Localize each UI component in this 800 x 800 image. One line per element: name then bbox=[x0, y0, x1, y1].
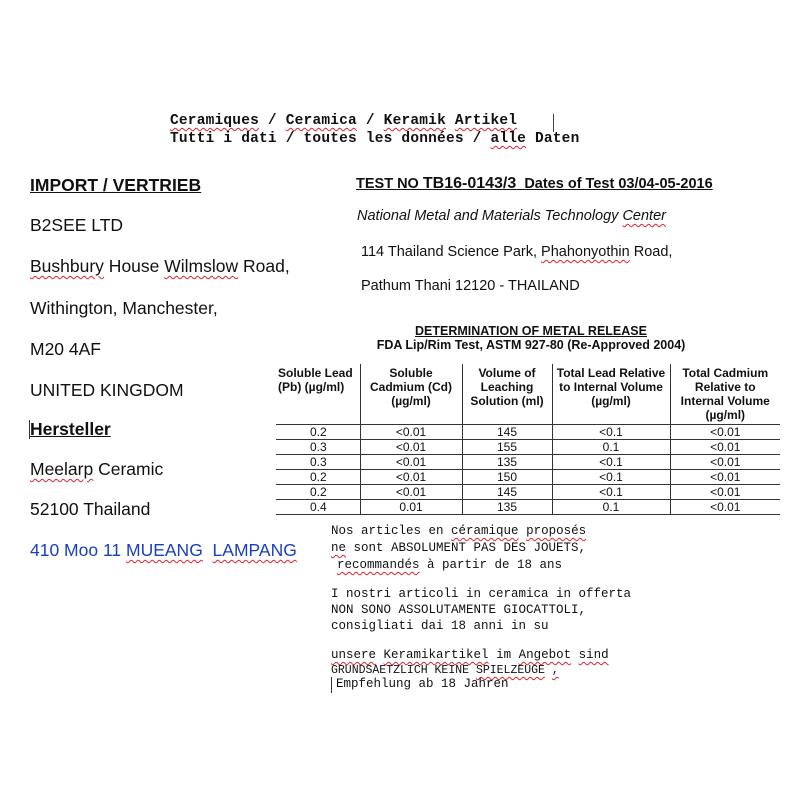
table-cell: <0.1 bbox=[552, 470, 670, 485]
table-cell: <0.01 bbox=[360, 440, 462, 455]
metal-release-table bbox=[276, 364, 780, 515]
header-word-ceramica: Ceramica bbox=[285, 113, 357, 129]
address-word-wilmslow: Wilmslow bbox=[164, 256, 239, 276]
test-dates: Dates of Test 03/04-05-2016 bbox=[516, 176, 713, 192]
importer-address-line2: Withington, Manchester, bbox=[30, 298, 218, 318]
table-cell: 0.3 bbox=[276, 455, 360, 470]
note-italian-line1: I nostri articoli in ceramica in offerta bbox=[331, 587, 632, 601]
note-word-unsere: unsere bbox=[331, 648, 377, 662]
table-cell: <0.01 bbox=[670, 440, 780, 455]
note-french-line2 bbox=[331, 541, 586, 555]
table-cell: <0.01 bbox=[360, 470, 462, 485]
address-word-road: Road, bbox=[238, 256, 290, 276]
note-french-line1 bbox=[331, 524, 586, 538]
header-word-daten: Daten bbox=[526, 131, 580, 147]
text-cursor bbox=[331, 677, 332, 693]
note-word-proposes: proposés bbox=[526, 524, 587, 538]
note-text: im bbox=[488, 648, 519, 662]
table-row bbox=[276, 425, 780, 440]
metal-release-section bbox=[276, 318, 786, 528]
manufacturer-address bbox=[30, 540, 297, 561]
importer-address-line1 bbox=[30, 256, 290, 277]
document-header-line2 bbox=[170, 131, 579, 147]
importer-country: UNITED KINGDOM bbox=[30, 380, 184, 400]
manufacturer-address-space bbox=[203, 540, 213, 560]
note-text: à partir de 18 ans bbox=[419, 558, 563, 572]
note-space bbox=[571, 648, 579, 662]
manufacturer-address-mueang: MUEANG bbox=[126, 540, 203, 560]
note-text: sont ABSOLUMENT PAS DES JOUETS, bbox=[346, 541, 587, 555]
test-center-word-phahonyothin: Phahonyothin bbox=[541, 244, 630, 260]
importer-name: B2SEE LTD bbox=[30, 215, 124, 235]
note-italian-line3: consigliati dai 18 anni in su bbox=[331, 619, 549, 633]
table-cell: <0.01 bbox=[360, 455, 462, 470]
table-cell: <0.01 bbox=[670, 500, 780, 515]
table-header-row bbox=[276, 364, 780, 425]
table-cell: <0.1 bbox=[552, 455, 670, 470]
table-cell: <0.01 bbox=[670, 470, 780, 485]
table-cell: 0.3 bbox=[276, 440, 360, 455]
header-separator: / bbox=[356, 113, 384, 129]
column-header-soluble-cadmium: Soluble Cadmium (Cd) (µg/ml) bbox=[360, 364, 462, 425]
header-separator: / bbox=[259, 113, 286, 129]
header-space bbox=[446, 113, 455, 129]
note-text: GRUNDSAETZLICH KEINE bbox=[331, 664, 476, 677]
column-header-total-cadmium: Total Cadmium Relative to Internal Volume (µg/ml) bbox=[670, 364, 780, 425]
table-cell: <0.01 bbox=[670, 425, 780, 440]
table-cell: 0.1 bbox=[552, 440, 670, 455]
header-word-alle: alle bbox=[490, 131, 527, 147]
test-center-word-center: Center bbox=[622, 208, 666, 224]
table-cell: 145 bbox=[462, 425, 552, 440]
test-number: TB16-0143/3 bbox=[422, 175, 517, 192]
note-german-line2 bbox=[331, 664, 559, 677]
metal-release-title: DETERMINATION OF METAL RELEASE bbox=[415, 324, 647, 338]
note-french-line3 bbox=[337, 558, 562, 572]
test-center-name bbox=[357, 208, 666, 224]
table-cell: 150 bbox=[462, 470, 552, 485]
note-word-sind: sind bbox=[578, 648, 609, 662]
note-italian-line2: NON SONO ASSOLUTAMENTE GIOCATTOLI, bbox=[331, 603, 587, 617]
test-number-prefix: TEST NO bbox=[356, 176, 423, 192]
table-cell: 0.01 bbox=[360, 500, 462, 515]
note-word-spielzeuge: SPIELZEUGE bbox=[475, 664, 545, 677]
test-center-name-text: National Metal and Materials Technology bbox=[357, 208, 623, 224]
test-center-address-line2: Pathum Thani 12120 - THAILAND bbox=[361, 278, 580, 294]
header-word-ceramiques: Ceramiques bbox=[170, 113, 260, 129]
manufacturer-word-ceramic: Ceramic bbox=[93, 459, 164, 479]
manufacturer-name bbox=[30, 459, 163, 480]
table-cell: 0.4 bbox=[276, 500, 360, 515]
test-center-word-road: Road, bbox=[629, 244, 673, 260]
importer-heading: IMPORT / VERTRIEB bbox=[30, 175, 202, 195]
table-cell: 155 bbox=[462, 440, 552, 455]
header-word-artikel: Artikel bbox=[454, 113, 518, 129]
manufacturer-address-number: 410 Moo 11 bbox=[30, 540, 126, 560]
note-german-line3: Empfehlung ab 18 Jahren bbox=[336, 677, 509, 691]
note-word-keramikartikel: Keramikartikel bbox=[383, 648, 489, 662]
test-center-address-line1 bbox=[361, 244, 672, 260]
test-center-address-text: 114 Thailand Science Park, bbox=[361, 244, 542, 260]
note-word-angebot: Angebot bbox=[518, 648, 572, 662]
table-row bbox=[276, 440, 780, 455]
manufacturer-heading: Hersteller bbox=[30, 419, 111, 439]
note-space bbox=[376, 648, 384, 662]
note-word-ceramique: céramique bbox=[451, 524, 519, 538]
table-row bbox=[276, 500, 780, 515]
table-cell: <0.1 bbox=[552, 485, 670, 500]
test-number-line bbox=[356, 175, 713, 193]
address-word-house: House bbox=[103, 256, 165, 276]
table-cell: 0.2 bbox=[276, 425, 360, 440]
table-row bbox=[276, 455, 780, 470]
table-cell: <0.01 bbox=[360, 485, 462, 500]
table-row bbox=[276, 485, 780, 500]
note-space bbox=[519, 524, 527, 538]
address-word-bushbury: Bushbury bbox=[30, 256, 104, 276]
table-cell: 0.2 bbox=[276, 470, 360, 485]
text-cursor bbox=[553, 114, 554, 132]
note-space bbox=[545, 664, 552, 677]
manufacturer-word-meelarp: Meelarp bbox=[30, 459, 94, 479]
header-word-keramik: Keramik bbox=[383, 113, 446, 129]
header-line2-text: Tutti i dati / toutes les données / bbox=[170, 131, 491, 147]
table-cell: <0.01 bbox=[360, 425, 462, 440]
table-cell: 0.1 bbox=[552, 500, 670, 515]
note-german-line1 bbox=[331, 648, 609, 662]
note-comma: , bbox=[551, 664, 559, 677]
table-cell: 135 bbox=[462, 455, 552, 470]
column-header-total-lead: Total Lead Relative to Internal Volume (µg/ml) bbox=[552, 364, 670, 425]
table-cell: 0.2 bbox=[276, 485, 360, 500]
table-row bbox=[276, 470, 780, 485]
note-word-recommandes: recommandés bbox=[337, 558, 420, 572]
note-text: Nos articles en bbox=[331, 524, 452, 538]
table-cell: <0.01 bbox=[670, 485, 780, 500]
manufacturer-address-lampang: LAMPANG bbox=[212, 540, 297, 560]
table-cell: <0.01 bbox=[670, 455, 780, 470]
document-header-line1 bbox=[170, 113, 517, 129]
importer-postcode: M20 4AF bbox=[30, 339, 101, 359]
table-cell: <0.1 bbox=[552, 425, 670, 440]
metal-release-subtitle: FDA Lip/Rim Test, ASTM 927-80 (Re-Approved 2004) bbox=[376, 338, 686, 352]
column-header-volume: Volume of Leaching Solution (ml) bbox=[462, 364, 552, 425]
column-header-soluble-lead: Soluble Lead (Pb) (µg/ml) bbox=[276, 364, 360, 425]
table-cell: 135 bbox=[462, 500, 552, 515]
manufacturer-postal: 52100 Thailand bbox=[30, 499, 151, 519]
table-cell: 145 bbox=[462, 485, 552, 500]
note-word-ne: ne bbox=[331, 541, 347, 555]
